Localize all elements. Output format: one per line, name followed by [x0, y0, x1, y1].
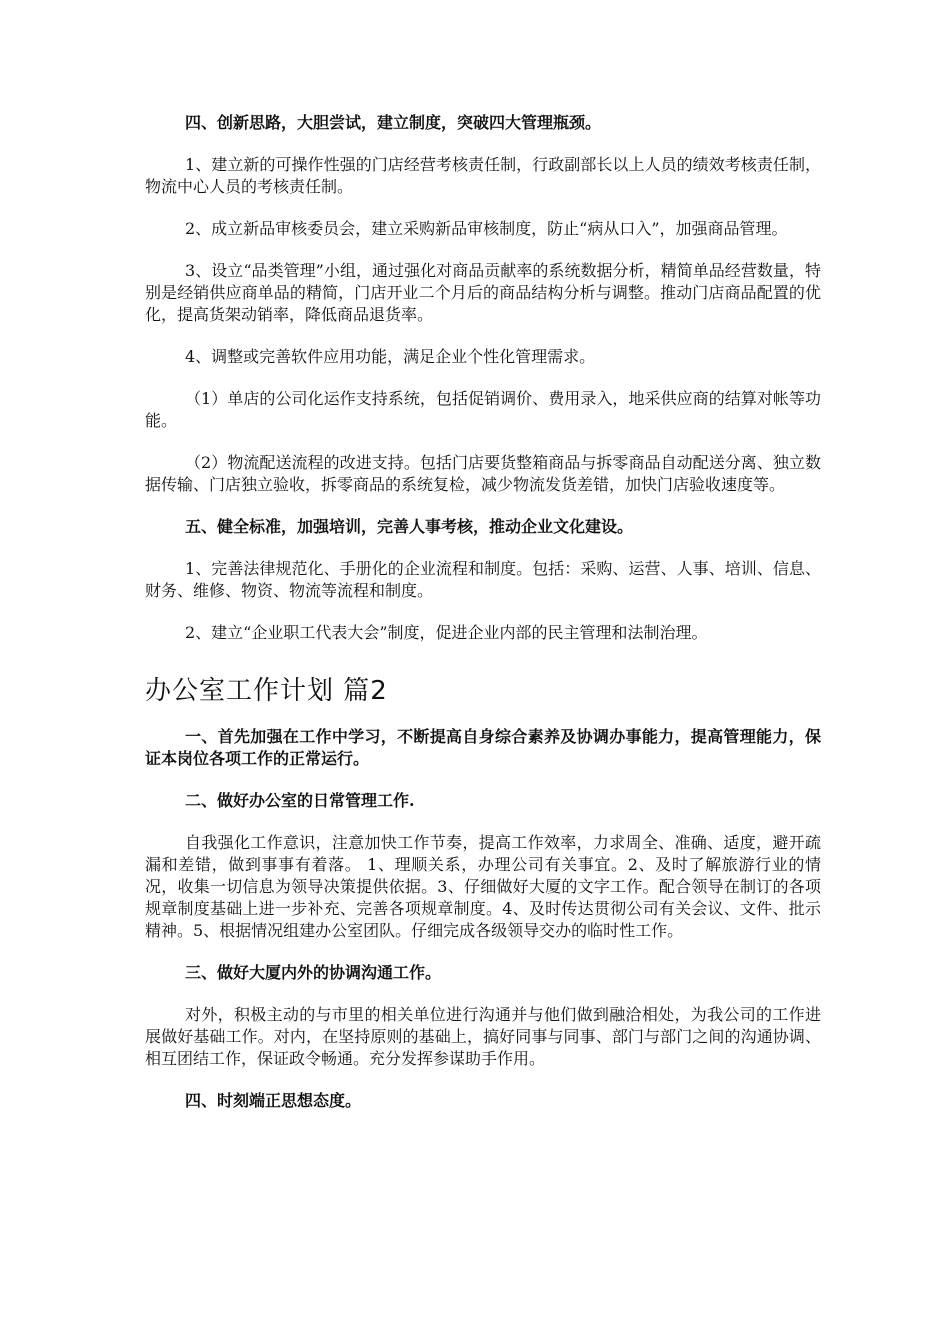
paragraph: 2、成立新品审核委员会，建立采购新品审核制度，防止“病从口入”，加强商品管理。: [185, 219, 788, 238]
paragraph: 对外，积极主动的与市里的相关单位进行沟通并与他们做到融洽相处，为我公司的工作进展做好基础工作。对内，在坚持原则的基础上，搞好同事与同事、部门与部门之间的沟通协调、相互团结工作，保证政令畅通。充分发挥参谋助手作用。: [145, 1005, 821, 1068]
paragraph: （1）单店的公司化运作支持系统，包括促销调价、费用录入，地采供应商的结算对帐等功能。: [145, 389, 821, 430]
section-heading-2: 二、做好办公室的日常管理工作.: [185, 791, 415, 810]
paragraph: 3、设立“品类管理”小组，通过强化对商品贡献率的系统数据分析，精简单品经营数量，特别是经销供应商单品的精简，门店开业二个月后的商品结构分析与调整。推动门店商品配置的优化，提高货架动销率，降低商品退货率。: [145, 261, 821, 324]
section-heading-4b: 四、时刻端正思想态度。: [185, 1091, 362, 1110]
section-heading-5: 五、健全标准，加强培训，完善人事考核，推动企业文化建设。: [185, 517, 634, 536]
paragraph: （2）物流配送流程的改进支持。包括门店要货整箱商品与拆零商品自动配送分离、独立数据传输、门店独立验收，拆零商品的系统复检，减少物流发货差错，加快门店验收速度等。: [145, 453, 821, 494]
paragraph: 1、建立新的可操作性强的门店经营考核责任制，行政副部长以上人员的绩效考核责任制，物流中心人员的考核责任制。: [145, 155, 821, 196]
section-heading-1: 一、首先加强在工作中学习，不断提高自身综合素养及协调办事能力，提高管理能力，保证本岗位各项工作的正常运行。: [145, 727, 821, 768]
paragraph: 自我强化工作意识，注意加快工作节奏，提高工作效率，力求周全、准确、适度，避开疏漏和差错，做到事事有着落。 1、理顺关系，办理公司有关事宜。2、及时了解旅游行业的情况，收集一切信息为领导决策提供依据。3、仔细做好大厦的文字工作。配合领导在制订的各项规章制度基础上进一步补充、完善各项规章制度。4、及时传达贯彻公司有关会议、文件、批示精神。5、根据情况组建办公室团队。仔细完成各级领导交办的临时性工作。: [145, 833, 821, 940]
article-title: 办公室工作计划 篇2: [145, 676, 388, 706]
paragraph: 4、调整或完善软件应用功能，满足企业个性化管理需求。: [185, 347, 596, 366]
paragraph: 2、建立“企业职工代表大会”制度，促进企业内部的民主管理和法制治理。: [185, 623, 708, 642]
document-page: [145, 112, 821, 1112]
section-heading-4: 四、创新思路，大胆尝试，建立制度，突破四大管理瓶颈。: [185, 113, 602, 132]
section-heading-3: 三、做好大厦内外的协调沟通工作。: [185, 963, 442, 982]
paragraph: 1、完善法律规范化、手册化的企业流程和制度。包括：采购、运营、人事、培训、信息、财务、维修、物资、物流等流程和制度。: [145, 559, 821, 600]
